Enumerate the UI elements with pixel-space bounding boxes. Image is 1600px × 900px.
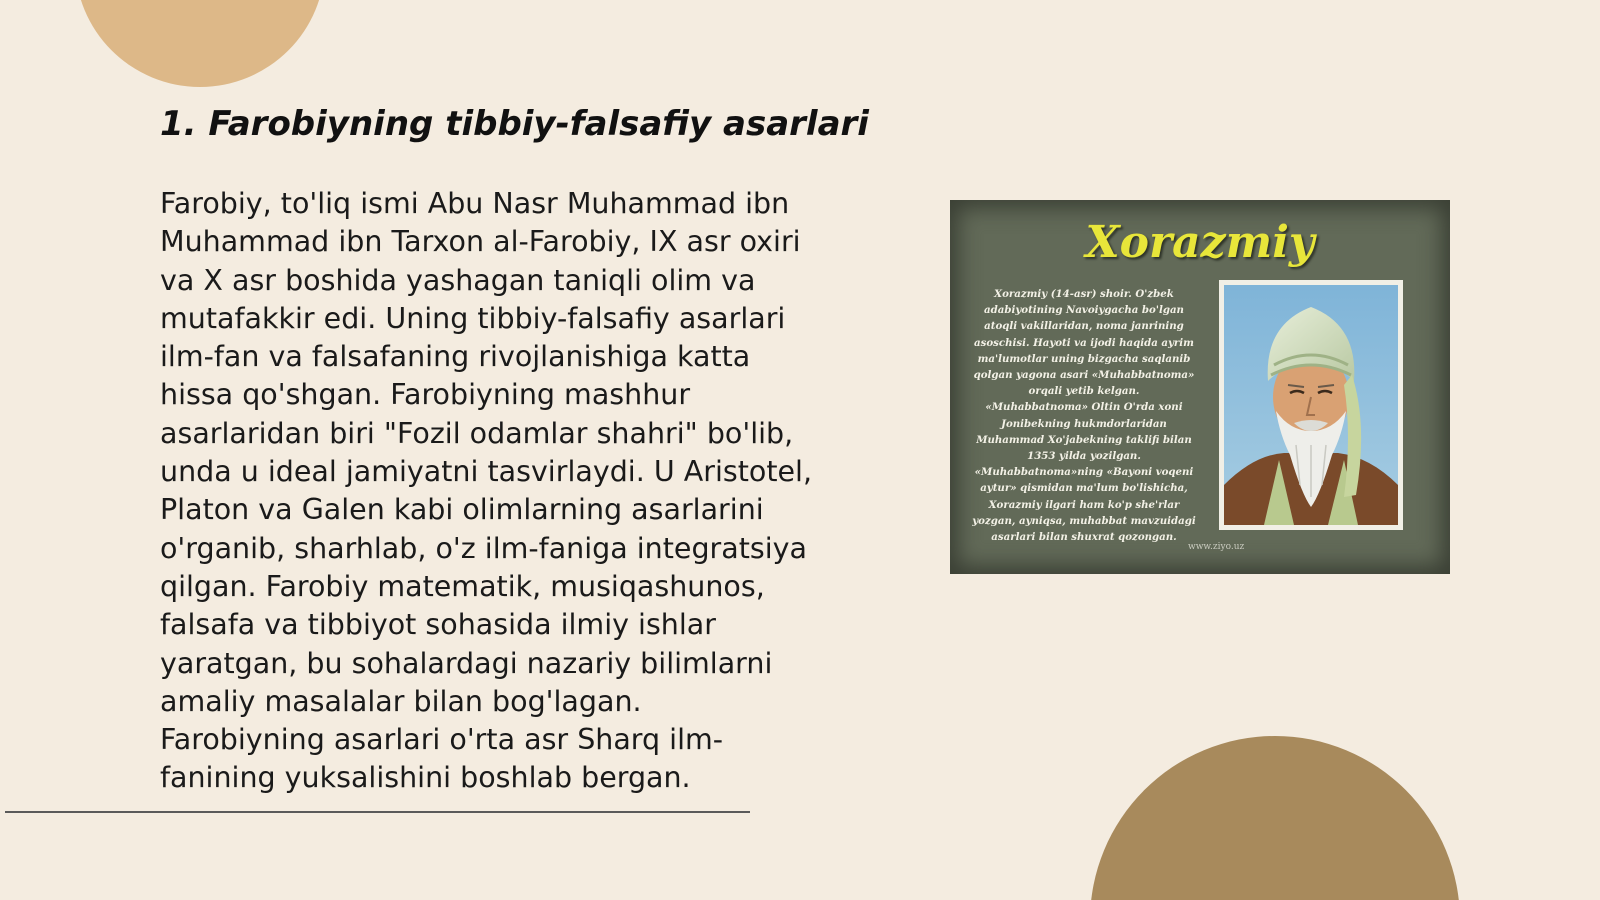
portrait-frame (1219, 280, 1403, 530)
decorative-circle-top (75, 0, 325, 87)
poster-line: ma'lumotlar uning bizgacha saqlanib (977, 352, 1191, 365)
body-line: Platon va Galen kabi olimlarning asarlarini (160, 493, 764, 527)
body-line: amaliy masalalar bilan bog'lagan. (160, 684, 642, 718)
poster-line: asoschisi. Hayoti va ijodi haqida ayrim (974, 336, 1194, 349)
body-line: mutafakkir edi. Uning tibbiy-falsafiy asarlari (160, 301, 786, 335)
poster-line: «Muhabbatnoma»ning «Bayoni voqeni (974, 466, 1194, 479)
body-line: va X asr boshida yashagan taniqli olim va (160, 263, 756, 297)
poster-line: Muhammad Xo'jabekning taklifi bilan (976, 433, 1192, 446)
poster-line: «Muhabbatnoma» Oltin O'rda xoni (985, 401, 1183, 414)
slide-title: 1. Farobiyning tibbiy-falsafiy asarlari (160, 104, 869, 144)
poster-url: www.ziyo.uz (1188, 542, 1245, 552)
poster-line: aytur» qismidan ma'lum bo'lishicha, (980, 482, 1188, 495)
body-line: unda u ideal jamiyatni tasvirlaydi. U Aristotel, (160, 455, 813, 489)
body-line: Muhammad ibn Tarxon al-Farobiy, IX asr oxiri (160, 225, 801, 259)
poster-line: yozgan, ayniqsa, muhabbat mavzuidagi (972, 514, 1196, 527)
poster-line: orqali yetib kelgan. (1028, 385, 1140, 398)
poster-line: qolgan yagona asari «Muhabbatnoma» (973, 369, 1195, 382)
body-line: yaratgan, bu sohalardagi nazariy bilimlarni (160, 646, 773, 680)
decorative-circle-bottom (1090, 736, 1460, 900)
poster-line: 1353 yilda yozilgan. (1027, 450, 1141, 463)
body-line: hissa qo'shgan. Farobiyning mashhur (160, 378, 691, 412)
poster-line: Xorazmiy ilgari ham ko'p she'rlar (988, 498, 1180, 511)
body-line: falsafa va tibbiyot sohasida ilmiy ishlar (160, 608, 716, 642)
body-line: fanining yuksalishini boshlab bergan. (160, 761, 691, 795)
poster-title: Xorazmiy (1085, 217, 1315, 268)
body-line: asarlaridan biri "Fozil odamlar shahri" bo'lib, (160, 416, 794, 450)
portrait-illustration (1224, 285, 1398, 525)
poster-line: adabiyotining Navoiygacha bo'lgan (984, 304, 1184, 317)
poster-line: Xorazmiy (14-asr) shoir. O'zbek (994, 288, 1174, 300)
poster-line: atoqli vakillaridan, noma janrining (984, 320, 1184, 333)
body-line: Farobiy, to'liq ismi Abu Nasr Muhammad ibn (160, 187, 790, 220)
poster-description (968, 286, 1200, 545)
body-line: ilm-fan va falsafaning rivojlanishiga katta (160, 340, 751, 374)
poster-line: Jonibekning hukmdorlaridan (1001, 417, 1167, 430)
body-line: o'rganib, sharhlab, o'z ilm-faniga integratsiya (160, 531, 807, 565)
body-line: Farobiyning asarlari o'rta asr Sharq ilm- (160, 723, 724, 757)
poster-line: asarlari bilan shuxrat qozongan. (991, 531, 1177, 544)
xorazmiy-poster-image (950, 200, 1450, 574)
divider-line (5, 811, 750, 813)
body-paragraph (160, 185, 850, 798)
body-line: qilgan. Farobiy matematik, musiqashunos, (160, 569, 765, 603)
